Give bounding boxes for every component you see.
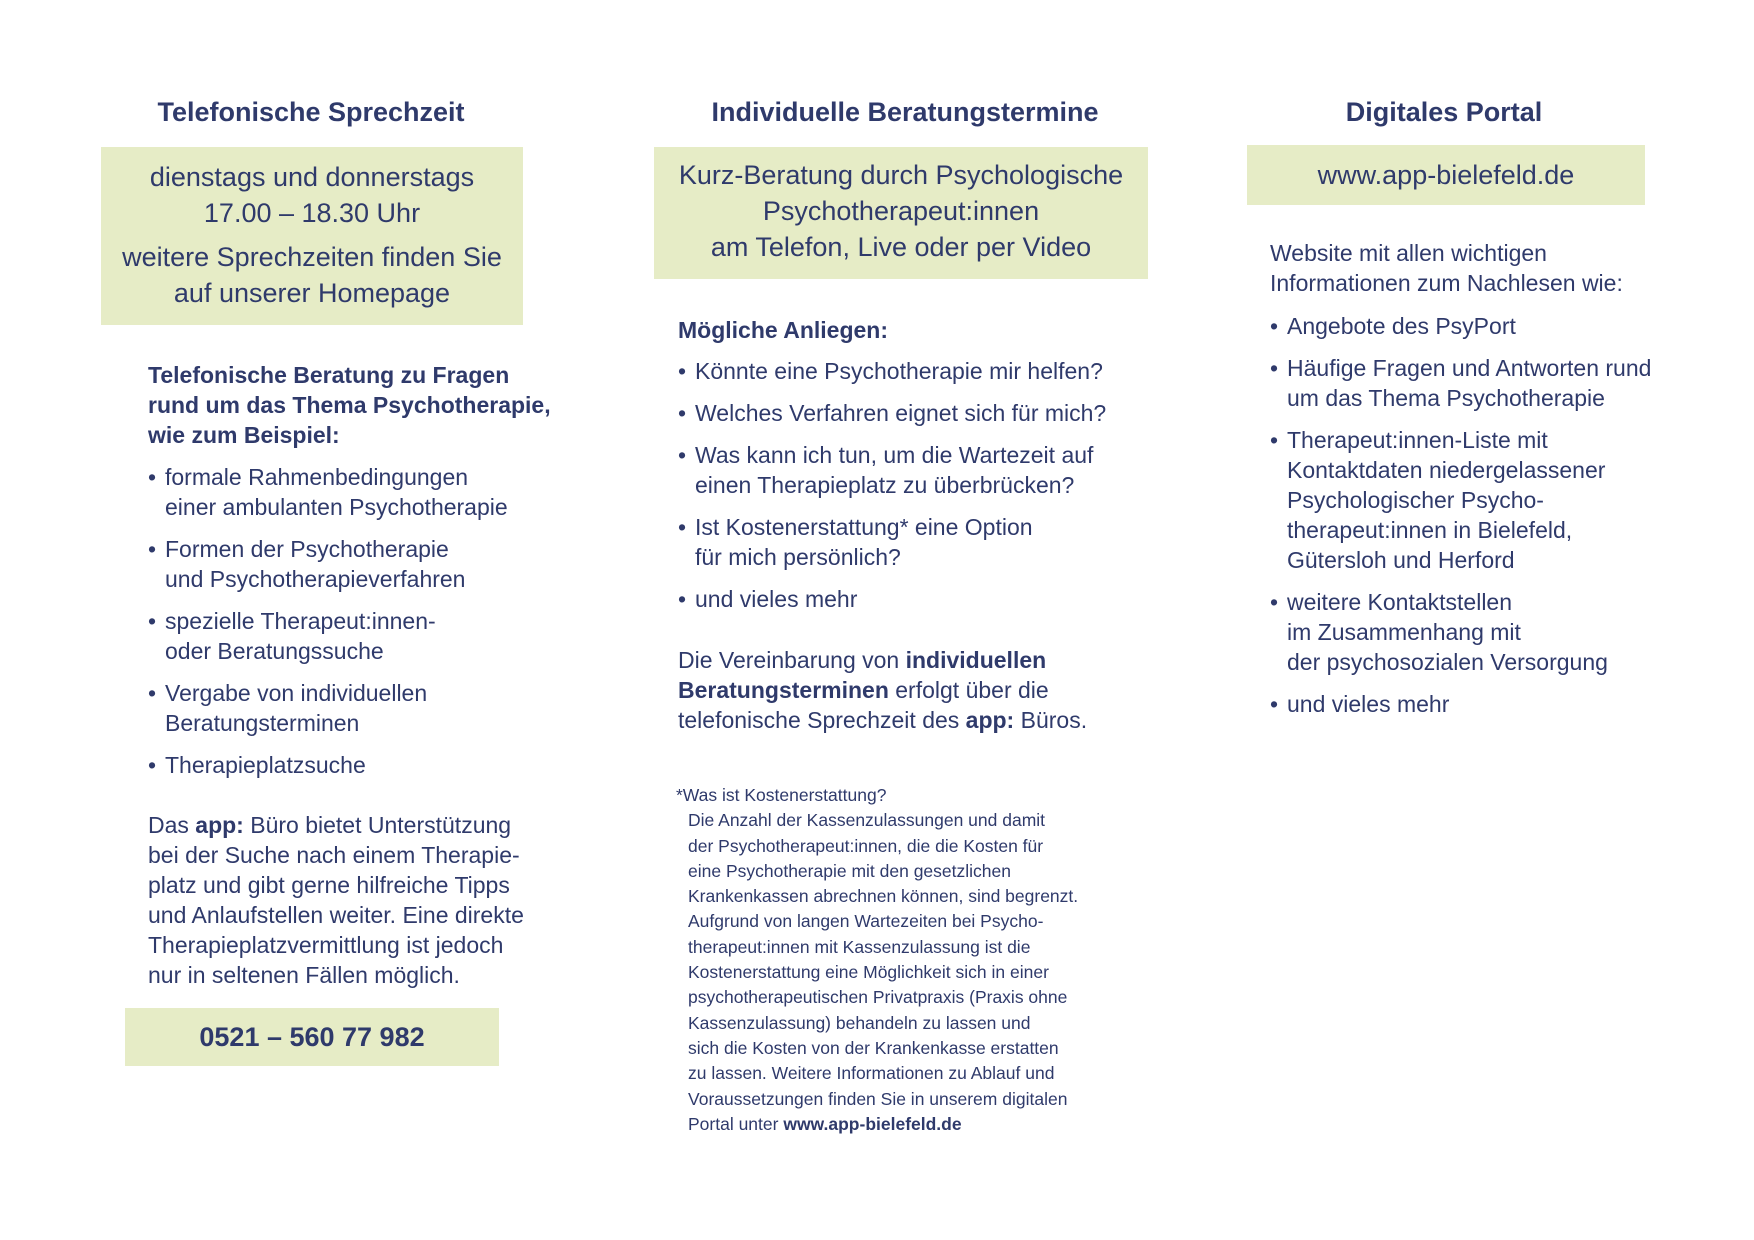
- list-item: • Therapieplatzsuche: [148, 750, 548, 780]
- col2-concern-list: [678, 356, 1148, 626]
- hours-more-1: weitere Sprechzeiten finden Sie: [122, 242, 502, 272]
- list-item: • Vergabe von individuellen Beratungsterminen: [148, 678, 548, 738]
- list-item: • und vieles mehr: [1270, 689, 1690, 719]
- footnote-line: Die Anzahl der Kassenzulassungen und damit: [688, 810, 1046, 831]
- list-item: • spezielle Therapeut:innen- oder Beratungssuche: [148, 606, 548, 666]
- list-item: • formale Rahmenbedingungen einer ambulanten Psychotherapie: [148, 462, 548, 522]
- col2-title: Individuelle Beratungstermine: [711, 97, 1099, 127]
- hours-more-2: auf unserer Homepage: [173, 278, 451, 308]
- col3-intro: [1270, 238, 1623, 298]
- para-line: bei der Suche nach einem Therapie-: [148, 842, 520, 868]
- intro-line: Website mit allen wichtigen: [1270, 240, 1547, 266]
- footnote-line: Krankenkassen abrechnen können, sind begrenzt.: [688, 886, 1079, 907]
- footnote-line: Kostenerstattung eine Möglichkeit sich in einer: [688, 962, 1049, 983]
- para-line: platz und gibt gerne hilfreiche Tipps: [148, 872, 510, 898]
- col1-support-paragraph: [148, 810, 524, 990]
- offer-line: Psychotherapeut:innen: [762, 196, 1040, 226]
- footnote-line: psychotherapeutischen Privatpraxis (Praxis ohne: [688, 987, 1068, 1008]
- col1-heading: [148, 360, 551, 450]
- phone-number[interactable]: 0521 – 560 77 982: [125, 1008, 499, 1066]
- para-bold: Beratungsterminen: [678, 677, 889, 703]
- para-text: Das: [148, 812, 196, 838]
- offer-line: am Telefon, Live oder per Video: [710, 232, 1092, 262]
- para-bold: individuellen: [905, 647, 1047, 673]
- col1-hours-box: [101, 147, 523, 325]
- col2-appointment-paragraph: [678, 645, 1087, 735]
- footnote-line: sich die Kosten von der Krankenkasse erstatten: [688, 1037, 1059, 1058]
- hours-time: 17.00 – 18.30 Uhr: [203, 198, 421, 228]
- col1-heading-line: wie zum Beispiel:: [148, 422, 340, 448]
- footnote-line: der Psychotherapeut:innen, die die Kosten für: [688, 835, 1044, 856]
- hours-days: dienstags und donnerstags: [149, 162, 475, 192]
- para-line: nur in seltenen Fällen möglich.: [148, 962, 460, 988]
- para-text: Büro bietet Unterstützung: [243, 812, 512, 838]
- footnote-question: *Was ist Kostenerstattung?: [676, 785, 887, 805]
- para-text: telefonische Sprechzeit des: [678, 707, 966, 733]
- footnote-line: eine Psychotherapie mit den gesetzlichen: [688, 860, 1011, 881]
- col1-heading-line: rund um das Thema Psychotherapie,: [148, 392, 551, 418]
- list-item: • weitere Kontaktstellen im Zusammenhang mit der psychosozialen Versorgung: [1270, 587, 1690, 677]
- intro-line: Informationen zum Nachlesen wie:: [1270, 270, 1623, 296]
- para-line: Therapieplatzvermittlung ist jedoch: [148, 932, 504, 958]
- app-brand: app:: [195, 812, 244, 838]
- list-item: • Ist Kostenerstattung* eine Option für mich persönlich?: [678, 512, 1148, 572]
- list-item: • Formen der Psychotherapie und Psychotherapieverfahren: [148, 534, 548, 594]
- col3-title: Digitales Portal: [1345, 97, 1543, 127]
- list-item: • Häufige Fragen und Antworten rund um das Thema Psychotherapie: [1270, 353, 1690, 413]
- portal-link[interactable]: www.app-bielefeld.de: [783, 1113, 962, 1134]
- col1-title: Telefonische Sprechzeit: [157, 97, 465, 127]
- para-line: und Anlaufstellen weiter. Eine direkte: [148, 902, 524, 928]
- offer-line: Kurz-Beratung durch Psychologische: [678, 160, 1124, 190]
- footnote-line: therapeut:innen mit Kassenzulassung ist die: [688, 936, 1031, 957]
- col3-url-box: [1247, 145, 1645, 205]
- col1-topic-list: [148, 462, 548, 792]
- col1-heading-line: Telefonische Beratung zu Fragen: [148, 362, 510, 388]
- para-text: erfolgt über die: [888, 677, 1049, 703]
- portal-url[interactable]: www.app-bielefeld.de: [1317, 160, 1575, 190]
- list-item: • Könnte eine Psychotherapie mir helfen?: [678, 356, 1148, 386]
- list-item: • Welches Verfahren eignet sich für mich?: [678, 398, 1148, 428]
- app-brand: app:: [965, 707, 1015, 733]
- footnote-line: Portal unter: [688, 1113, 784, 1134]
- footnote-line: zu lassen. Weitere Informationen zu Ablauf und: [688, 1063, 1055, 1084]
- para-text: Die Vereinbarung von: [678, 647, 906, 673]
- list-item: • Therapeut:innen-Liste mit Kontaktdaten niedergelassener Psychologischer Psycho- therapeut:innen in Bielefeld, Gütersloh und Herford: [1270, 425, 1690, 575]
- footnote: [676, 783, 1079, 1137]
- footnote-line: Aufgrund von langen Wartezeiten bei Psycho-: [688, 911, 1044, 932]
- list-item: • Angebote des PsyPort: [1270, 311, 1690, 341]
- para-text: Büros.: [1014, 707, 1088, 733]
- col3-info-list: [1270, 311, 1690, 731]
- list-item: • und vieles mehr: [678, 584, 1148, 614]
- footnote-line: Voraussetzungen finden Sie in unserem digitalen: [688, 1088, 1068, 1109]
- col2-heading: Mögliche Anliegen:: [678, 317, 888, 343]
- footnote-line: Kassenzulassung) behandeln zu lassen und: [688, 1012, 1031, 1033]
- list-item: • Was kann ich tun, um die Wartezeit auf einen Therapieplatz zu überbrücken?: [678, 440, 1148, 500]
- col2-offer-box: [654, 147, 1148, 279]
